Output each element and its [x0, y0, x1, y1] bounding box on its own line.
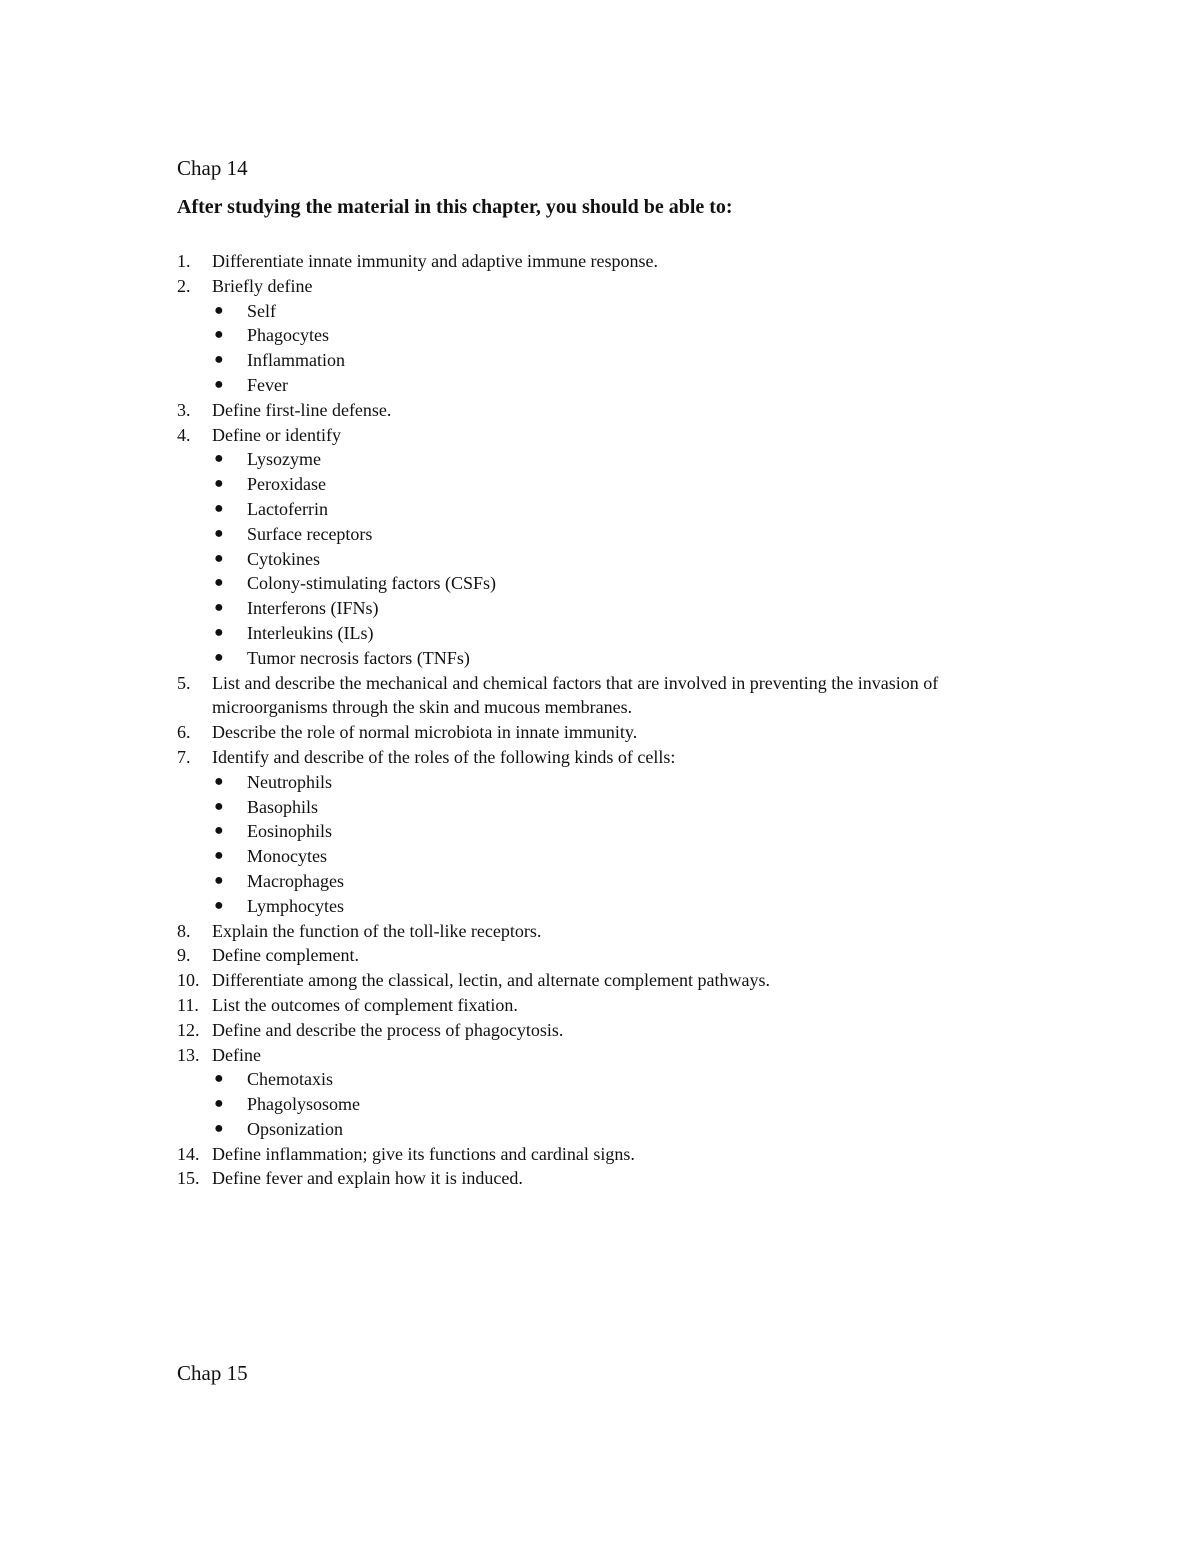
objective-number: 1. [177, 251, 191, 271]
objective-item [177, 968, 1007, 993]
objective-text: Differentiate among the classical, lectin, and alternate complement pathways. [212, 970, 770, 991]
sub-item [177, 596, 1007, 621]
sub-item-text: Tumor necrosis factors (TNFs) [247, 647, 470, 668]
objectives-list [177, 249, 1007, 1191]
sub-item-text: Lactoferrin [247, 498, 328, 519]
objective-item [177, 1043, 1007, 1068]
objective-number: 7. [177, 746, 191, 767]
bullet-icon: ● [214, 351, 224, 369]
objective-text: Define complement. [212, 945, 359, 966]
objective-item [177, 943, 1007, 968]
sub-item [177, 522, 1007, 547]
bullet-icon: ● [214, 549, 224, 567]
sub-item-text: Lysozyme [247, 449, 321, 470]
bullet-icon: ● [214, 574, 224, 592]
bullet-icon: ● [214, 871, 224, 889]
sub-item-text: Opsonization [247, 1118, 343, 1139]
objective-number: 12. [177, 1019, 200, 1040]
chapter-15-title: Chap 15 [177, 1361, 248, 1385]
sub-item [177, 571, 1007, 596]
sub-item [177, 547, 1007, 572]
bullet-icon: ● [214, 499, 224, 517]
objective-text: Define [212, 1044, 261, 1065]
sub-item-text: Fever [247, 374, 288, 395]
objective-item [177, 720, 1007, 745]
objective-item [177, 274, 1007, 299]
objective-item [177, 1018, 1007, 1043]
objective-number: 9. [177, 945, 191, 966]
sub-item [177, 472, 1007, 497]
sub-item [177, 819, 1007, 844]
sub-item-text: Monocytes [247, 846, 327, 867]
objective-number: 4. [177, 424, 191, 445]
bullet-icon: ● [214, 1070, 224, 1088]
objective-text: Explain the function of the toll-like receptors. [212, 920, 542, 941]
bullet-icon: ● [214, 326, 224, 344]
sub-item [177, 894, 1007, 919]
sub-item [177, 844, 1007, 869]
sub-item-text: Interleukins (ILs) [247, 622, 374, 643]
objective-item [177, 423, 1007, 448]
sub-item [177, 447, 1007, 472]
objective-text: Define and describe the process of phagocytosis. [212, 1019, 564, 1040]
sub-item-text: Lymphocytes [247, 895, 344, 916]
bullet-icon: ● [214, 847, 224, 865]
objective-text: Define inflammation; give its functions and cardinal signs. [212, 1143, 635, 1164]
sub-item [177, 1092, 1007, 1117]
sub-item [177, 348, 1007, 373]
objective-item [177, 671, 1007, 721]
objective-text: Define or identify [212, 424, 341, 445]
objective-number: 8. [177, 920, 191, 941]
sub-item-text: Chemotaxis [247, 1069, 333, 1090]
sub-item [177, 646, 1007, 671]
sub-item-text: Phagolysosome [247, 1094, 361, 1115]
bullet-icon: ● [214, 648, 224, 666]
sub-item [177, 497, 1007, 522]
sub-item-text: Neutrophils [247, 771, 332, 792]
objective-text: List the outcomes of complement fixation. [212, 994, 518, 1015]
objective-item [177, 1166, 1007, 1191]
sub-item-text: Surface receptors [247, 523, 373, 544]
sub-item-text: Cytokines [247, 548, 321, 569]
bullet-icon: ● [214, 599, 224, 617]
objective-number: 10. [177, 970, 200, 991]
objective-number: 6. [177, 722, 191, 743]
sub-item [177, 795, 1007, 820]
bullet-icon: ● [214, 475, 224, 493]
sub-item-text: Phagocytes [247, 325, 329, 346]
sub-item-text: Interferons (IFNs) [247, 598, 379, 619]
bullet-icon: ● [214, 772, 224, 790]
objective-item [177, 398, 1007, 423]
sub-item [177, 1117, 1007, 1142]
bullet-icon: ● [214, 1119, 224, 1137]
sub-item-text: Eosinophils [247, 821, 333, 842]
sub-item [177, 373, 1007, 398]
objective-number: 2. [177, 275, 191, 296]
bullet-icon: ● [214, 301, 224, 319]
objective-number: 15. [177, 1168, 200, 1189]
sub-item [177, 1067, 1007, 1092]
objective-item [177, 249, 1007, 274]
sub-item [177, 869, 1007, 894]
objective-text: List and describe the mechanical and chemical factors that are involved in preventing the invasion of microorganisms through the skin and mucous membranes. [212, 672, 939, 718]
objective-text: Describe the role of normal microbiota in innate immunity. [212, 722, 638, 743]
objective-item [177, 745, 1007, 770]
objective-text: Identify and describe of the roles of the following kinds of cells: [212, 746, 676, 767]
sub-item [177, 323, 1007, 348]
sub-item [177, 770, 1007, 795]
objective-number: 14. [177, 1143, 200, 1164]
sub-item-text: Macrophages [247, 870, 344, 891]
objective-number: 11. [177, 994, 199, 1015]
bullet-icon: ● [214, 623, 224, 641]
objective-item [177, 993, 1007, 1018]
objective-number: 3. [177, 399, 191, 420]
bullet-icon: ● [214, 896, 224, 914]
bullet-icon: ● [214, 797, 224, 815]
bullet-icon: ● [214, 450, 224, 468]
objective-item [177, 919, 1007, 944]
objectives-intro: After studying the material in this chapter, you should be able to: [177, 196, 733, 218]
sub-item-text: Inflammation [247, 350, 345, 371]
objective-item [177, 1142, 1007, 1167]
sub-item-text: Self [247, 300, 276, 321]
objective-text: Define first-line defense. [212, 399, 392, 420]
objective-number: 5. [177, 672, 191, 693]
bullet-icon: ● [214, 375, 224, 393]
sub-item [177, 621, 1007, 646]
sub-item-text: Colony-stimulating factors (CSFs) [247, 573, 496, 594]
objective-text: Differentiate innate immunity and adaptive immune response. [212, 251, 659, 271]
objective-text: Briefly define [212, 275, 313, 296]
sub-item [177, 299, 1007, 324]
bullet-icon: ● [214, 524, 224, 542]
bullet-icon: ● [214, 1095, 224, 1113]
sub-item-text: Basophils [247, 796, 319, 817]
chapter-14-title: Chap 14 [177, 156, 248, 180]
objective-number: 13. [177, 1044, 200, 1065]
objective-text: Define fever and explain how it is induced. [212, 1168, 523, 1189]
sub-item-text: Peroxidase [247, 474, 326, 495]
bullet-icon: ● [214, 822, 224, 840]
